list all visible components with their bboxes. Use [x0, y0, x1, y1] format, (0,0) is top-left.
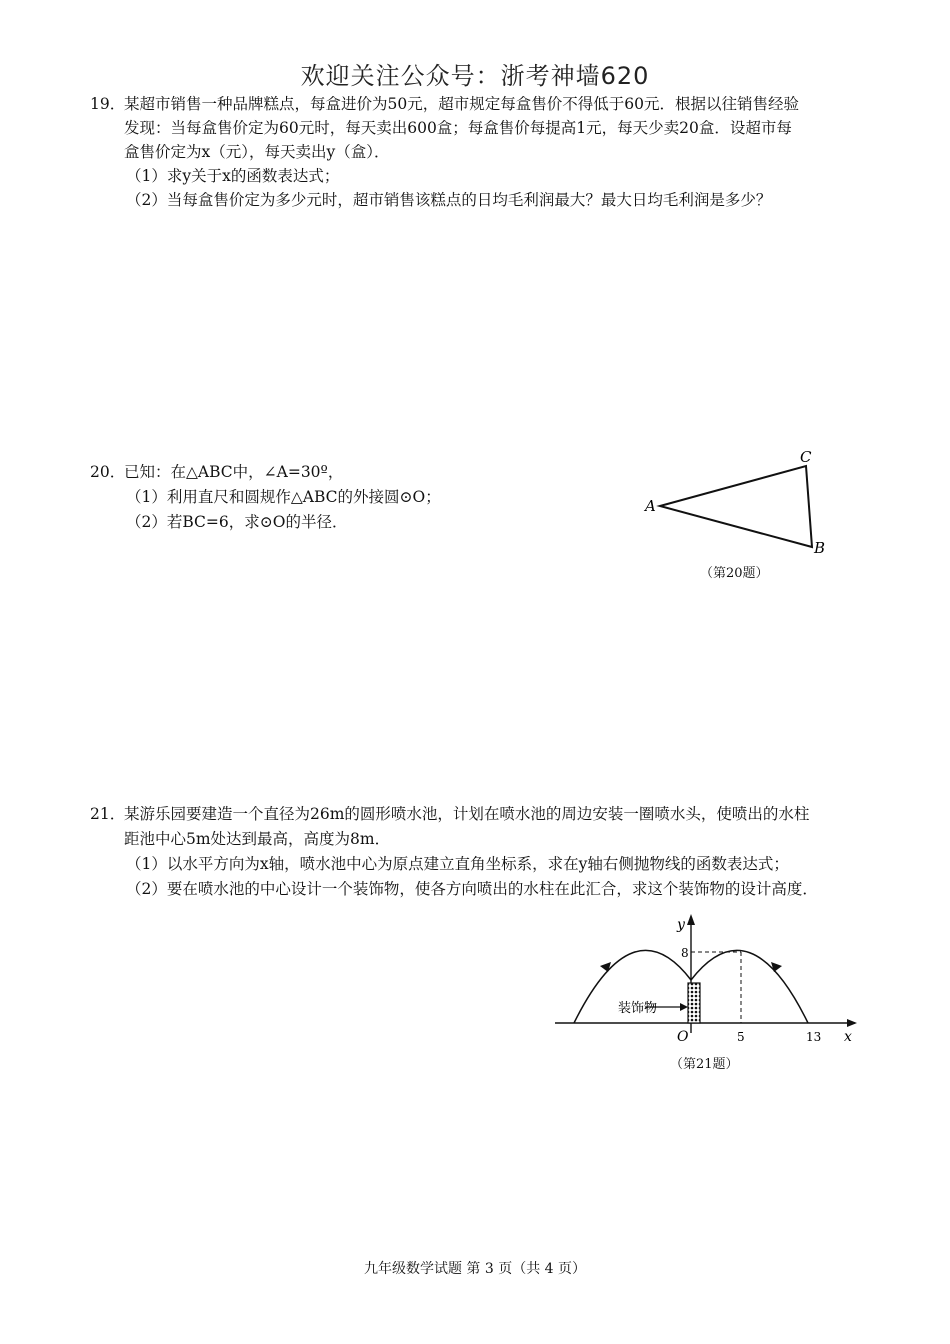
- question-text-line: 距池中心5m处达到最高，高度为8m．: [124, 830, 391, 848]
- vertex-label-a: A: [645, 497, 656, 515]
- x-axis-label: x: [844, 1029, 852, 1045]
- page-footer: 九年级数学试题 第 3 页（共 4 页）: [363, 1261, 587, 1277]
- sub-question-1: （1）求y关于x的函数表达式；: [126, 167, 340, 185]
- question-number: 20．: [90, 463, 126, 481]
- ornament-column: [688, 983, 700, 1023]
- x-tick-label-13: 13: [806, 1030, 822, 1044]
- question-number: 19．: [90, 95, 126, 113]
- sub-question-2: （2）若BC=6，求⊙O的半径．: [126, 513, 348, 531]
- x-tick-label-5: 5: [737, 1030, 745, 1044]
- question-text-line: 盒售价定为x（元），每天卖出y（盒）．: [124, 143, 390, 161]
- triangle-abc: [660, 466, 812, 547]
- x-axis-arrow-icon: [847, 1019, 857, 1027]
- y-axis-arrow-icon: [687, 914, 695, 925]
- figure-caption: （第20题）: [700, 566, 769, 581]
- sub-question-2: （2）要在喷水池的中心设计一个装饰物，使各方向喷出的水柱在此汇合，求这个装饰物的设计高度．: [126, 880, 818, 898]
- fountain-figure: [550, 910, 870, 1050]
- left-flow-arrow-icon: [600, 962, 611, 972]
- vertex-label-c: C: [800, 448, 812, 466]
- y-axis-label: y: [677, 917, 685, 933]
- question-text-line: 发现：当每盒售价定为60元时，每天卖出600盒；每盒售价每提高1元，每天少卖20盒．设超市每: [124, 119, 792, 137]
- y-tick-label: 8: [681, 946, 689, 960]
- question-text-line: 已知：在△ABC中，∠A=30º，: [124, 463, 344, 481]
- ornament-label: 装饰物: [618, 1001, 658, 1016]
- right-parabola: [691, 950, 808, 1023]
- question-number: 21．: [90, 805, 126, 823]
- page-header-title: 欢迎关注公众号：浙考神墙620: [300, 62, 650, 90]
- sub-question-1: （1）利用直尺和圆规作△ABC的外接圆⊙O；: [126, 488, 441, 506]
- question-text-line: 某超市销售一种品牌糕点，每盒进价为50元，超市规定每盒售价不得低于60元．根据以往销售经验: [124, 95, 799, 113]
- origin-label: O: [677, 1029, 689, 1045]
- sub-question-2: （2）当每盒售价定为多少元时，超市销售该糕点的日均毛利润最大？最大日均毛利润是多少？: [126, 191, 772, 209]
- ornament-pointer-arrow-icon: [680, 1003, 688, 1011]
- right-flow-arrow-icon: [771, 962, 782, 972]
- figure-caption: （第21题）: [670, 1057, 739, 1072]
- vertex-label-b: B: [814, 539, 826, 557]
- sub-question-1: （1）以水平方向为x轴，喷水池中心为原点建立直角坐标系，求在y轴右侧抛物线的函数表达式；: [126, 855, 789, 873]
- question-text-line: 某游乐园要建造一个直径为26m的圆形喷水池，计划在喷水池的周边安装一圈喷水头，使喷出的水柱: [124, 805, 810, 823]
